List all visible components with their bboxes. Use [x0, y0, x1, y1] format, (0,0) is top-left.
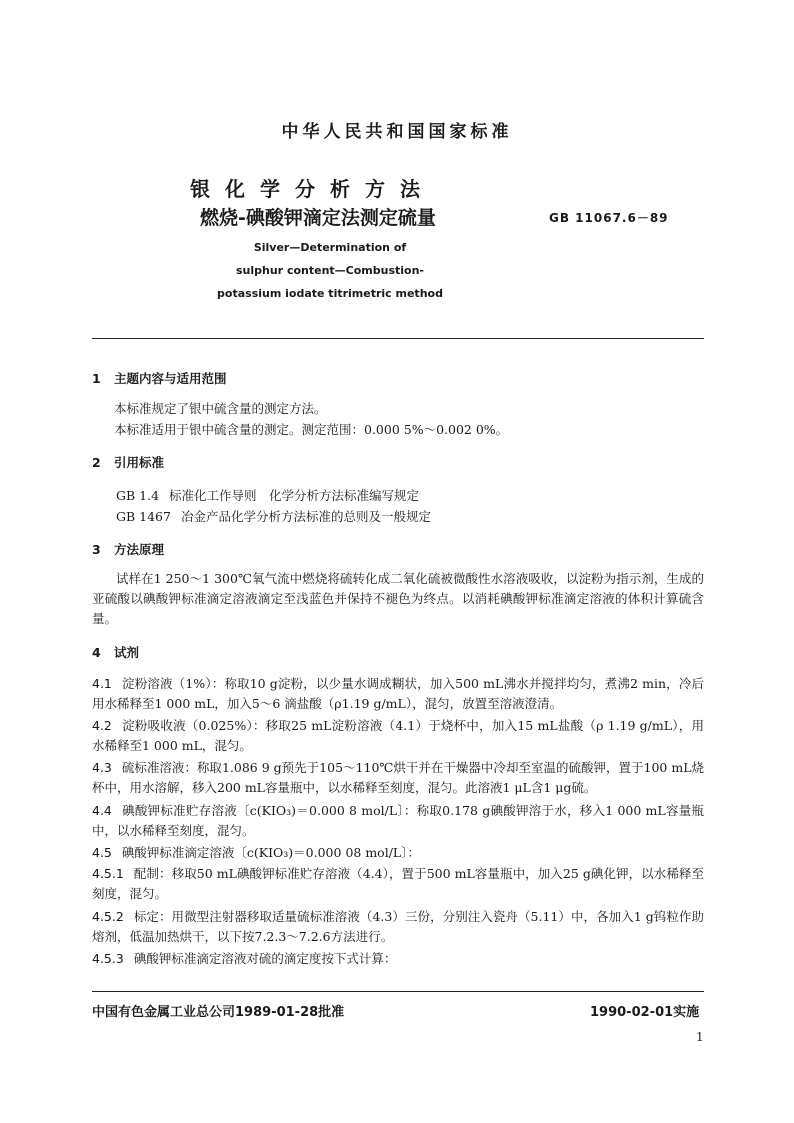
- footer-divider: [92, 991, 704, 992]
- title-en-line-2: sulphur content—Combustion-: [236, 264, 424, 277]
- section-3-heading: [92, 540, 164, 558]
- effective-date: 1990-02-01实施: [590, 1005, 700, 1020]
- title-en-line-3: potassium iodate titrimetric method: [217, 287, 443, 300]
- clause-text: 标定：用微型注射器移取适量硫标准溶液（4.3）三份，分别注入瓷舟（5.11）中，各加入1 g钨粒作助熔剂，低温加热烘干，以下按7.2.3～7.2.6方法进行。: [92, 909, 704, 944]
- reference-title: 标准化工作导则 化学分析方法标准编写规定: [169, 488, 420, 503]
- reagent-item: [92, 843, 704, 863]
- section-number: 4: [92, 645, 101, 660]
- clause-number: 4.4: [92, 803, 112, 818]
- clause-number: 4.1: [92, 676, 112, 691]
- principle-paragraph: 试样在1 250～1 300℃氧气流中燃烧将硫转化成二氧化硫被微酸性水溶液吸收，以淀粉为指示剂，生成的亚硫酸以碘酸钾标准滴定溶液滴定至浅蓝色并保持不褪色为终点。以消耗碘酸钾标准滴定溶液的体积计算硫含量。: [92, 571, 704, 626]
- section-4-heading: [92, 643, 139, 661]
- header-divider: [92, 338, 704, 339]
- standard-number: GB 11067.6－89: [549, 211, 669, 225]
- section-title: 主题内容与适用范围: [114, 371, 227, 386]
- reagent-item: [92, 907, 704, 947]
- clause-number: 4.5.2: [92, 909, 124, 924]
- reagent-item: [92, 716, 704, 756]
- clause-number: 4.3: [92, 760, 112, 775]
- reference-item: [116, 507, 431, 525]
- section-1-heading: [92, 369, 227, 387]
- clause-text: 淀粉溶液（1%）：称取10 g淀粉，以少量水调成糊状，加入500 mL沸水并搅拌均匀，煮沸2 min，冷后用水稀释至1 000 mL，加入5～6 滴盐酸（ρ1.19 g/mL），混匀，放置至溶液澄清。: [92, 676, 704, 711]
- clause-number: 4.2: [92, 718, 112, 733]
- section-title: 试剂: [114, 645, 140, 660]
- scope-line-1: 本标准规定了银中硫含量的测定方法。: [114, 401, 327, 416]
- reagent-item: [92, 801, 704, 841]
- reagent-item: [92, 864, 704, 904]
- reference-code: GB 1.4: [116, 488, 160, 503]
- section-number: 3: [92, 542, 101, 557]
- reagent-item: [92, 758, 704, 798]
- clause-number: 4.5: [92, 845, 112, 860]
- scope-line-2: 本标准适用于银中硫含量的测定。测定范围：0.000 5%～0.002 0%。: [114, 422, 509, 437]
- reference-title: 冶金产品化学分析方法标准的总则及一般规定: [180, 509, 431, 524]
- reference-code: GB 1467: [116, 509, 171, 524]
- reagent-item: [92, 949, 704, 969]
- section-number: 1: [92, 371, 101, 386]
- approval-note: 中国有色金属工业总公司1989-01-28批准: [92, 1005, 345, 1020]
- reagent-item: [92, 674, 704, 714]
- clause-text: 淀粉吸收液（0.025%）：移取25 mL淀粉溶液（4.1）于烧杯中，加入15 mL盐酸（ρ 1.19 g/mL），用水稀释至1 000 mL，混匀。: [92, 718, 704, 753]
- clause-text: 配制：移取50 mL碘酸钾标准贮存溶液（4.4），置于500 mL容量瓶中，加入25 g碘化钾，以水稀释至刻度，混匀。: [92, 866, 704, 901]
- clause-text: 碘酸钾标准滴定溶液对硫的滴定度按下式计算：: [133, 951, 397, 966]
- title-en-line-1: Silver—Determination of: [253, 241, 407, 254]
- clause-text: 碘酸钾标准滴定溶液〔c(KIO₃)＝0.000 08 mol/L〕：: [121, 845, 420, 860]
- title-cn-line-2: 燃烧-碘酸钾滴定法测定硫量: [200, 207, 436, 229]
- clause-text: 硫标准溶液：称取1.086 9 g预先于105～110℃烘干并在干燥器中冷却至室温的硫酸钾，置于100 mL烧杯中，用水溶解，移入200 mL容量瓶中，以水稀释至刻度，混匀。此溶液1 μL含1 μg硫。: [92, 760, 704, 795]
- page-number: 1: [696, 1030, 704, 1044]
- clause-number: 4.5.1: [92, 866, 124, 881]
- section-title: 引用标准: [114, 455, 165, 470]
- reference-item: [116, 486, 419, 504]
- section-number: 2: [92, 455, 101, 470]
- section-2-heading: [92, 453, 164, 471]
- clause-number: 4.5.3: [92, 951, 124, 966]
- section-title: 方法原理: [114, 542, 165, 557]
- clause-text: 碘酸钾标准贮存溶液〔c(KIO₃)＝0.000 8 mol/L〕：称取0.178 g碘酸钾溶于水，移入1 000 mL容量瓶中，以水稀释至刻度，混匀。: [92, 803, 704, 838]
- title-cn-line-1: 银化学分析方法: [190, 177, 435, 201]
- nation-standard-heading: 中华人民共和国国家标准: [281, 122, 513, 142]
